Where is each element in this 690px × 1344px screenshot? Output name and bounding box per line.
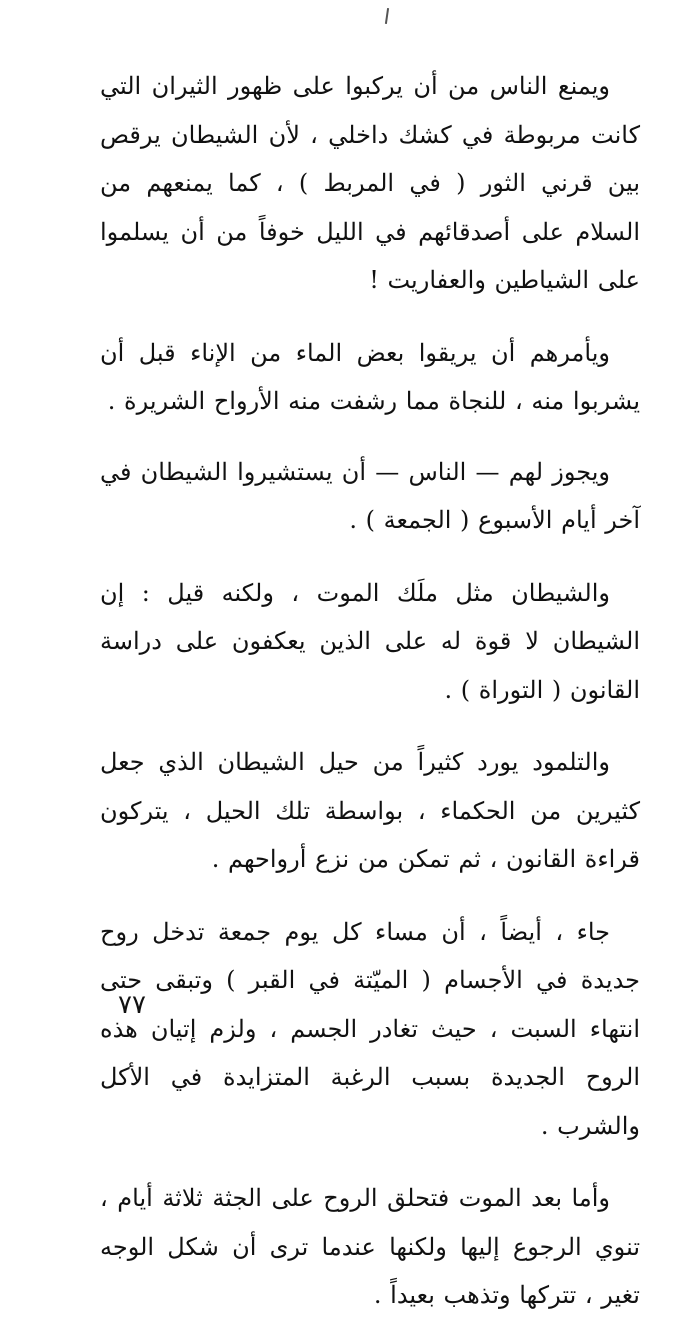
paragraph-3: ويجوز لهم — الناس — أن يستشيروا الشيطان في آخر أيام الأسبوع ( الجمعة ) . [100, 457, 640, 534]
body-text [100, 62, 640, 1344]
paragraph-6: جاء ، أيضاً ، أن مساء كل يوم جمعة تدخل روح جديدة في الأجسام ( الميّتة في القبر ) وتبقى حتى انتهاء السبت ، حيث تغادر الجسم ، ولزم إتيان هذه الروح الجديدة بسبب الرغبة المتزايدة في الأكل والشرب . [100, 917, 640, 1140]
paragraph-1: ويمنع الناس من أن يركبوا على ظهور الثيران التي كانت مربوطة في كشك داخلي ، لأن الشيطان يرقص بين قرني الثور ( في المربط ) ، كما يمنعهم من السلام على أصدقائهم في الليل خوفاً من أن يسلموا على الشياطين والعفاريت ! [100, 72, 640, 294]
paragraph-5: والتلمود يورد كثيراً من حيل الشيطان الذي جعل كثيرين من الحكماء ، بواسطة تلك الحيل ، يتركون قراءة القانون ، ثم تمكن من نزع أرواحهم . [100, 748, 640, 873]
paragraph-2: ويأمرهم أن يريقوا بعض الماء من الإناء قبل أن يشربوا منه ، للنجاة مما رشفت منه الأرواح الشريرة . [100, 338, 640, 415]
page-number: ٧٧ [118, 990, 146, 1020]
paragraph-4: والشيطان مثل ملَك الموت ، ولكنه قيل : إن الشيطان لا قوة له على الذين يعكفون على دراسة القانون ( التوراة ) . [100, 578, 640, 704]
paragraph-7: وأما بعد الموت فتحلق الروح على الجثة ثلاثة أيام ، تنوي الرجوع إليها ولكنها عندما ترى أن شكل الوجه تغير ، تتركها وتذهب بعيداً . [100, 1184, 640, 1309]
pencil-mark [385, 8, 389, 24]
